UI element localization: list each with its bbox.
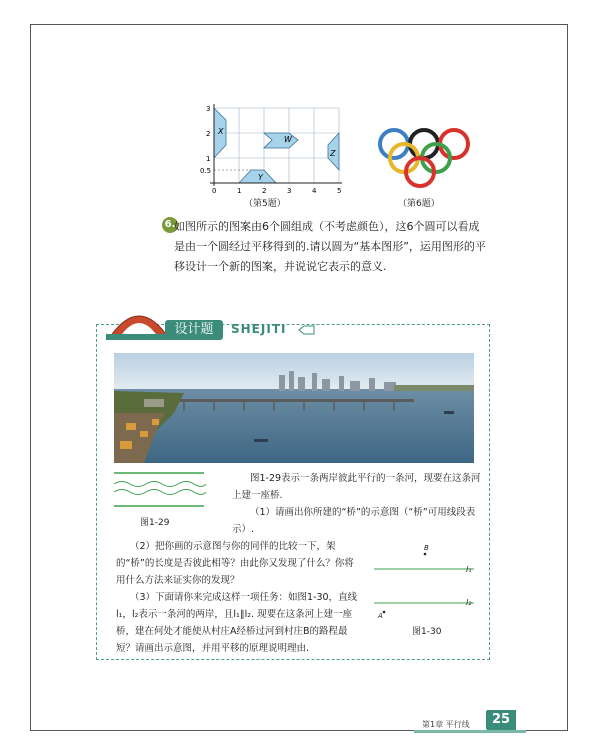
x-tick-4: 4	[312, 187, 317, 195]
figure-6-rings	[374, 124, 476, 192]
question-6-icon: 6.	[162, 217, 178, 233]
figure-5-caption: （第5题）	[244, 199, 286, 209]
point-a-label: A	[378, 612, 383, 620]
x-tick-2: 2	[262, 187, 267, 195]
line-l1-label: l₁	[466, 565, 472, 574]
pencil-icon	[298, 324, 316, 336]
chapter-label: 第1章 平行线	[422, 720, 470, 729]
label-y: Y	[258, 173, 263, 182]
paragraph-q1: （1）请画出你所建的“桥”的示意图（“桥”可用线段表示）.	[232, 507, 476, 535]
y-tick-2: 2	[206, 130, 211, 138]
label-w: W	[284, 135, 292, 144]
y-tick-1: 1	[206, 155, 211, 163]
figure-1-30	[370, 540, 482, 620]
shape-w	[264, 133, 298, 148]
project-badge: PROJECT	[116, 302, 162, 311]
x-tick-3: 3	[287, 187, 292, 195]
x-tick-1: 1	[237, 187, 242, 195]
project-title: 设计题	[165, 320, 223, 340]
project-subtitle: SHEJITI	[231, 322, 287, 336]
line-l2-label: l₂	[466, 598, 472, 607]
figure-1-29	[112, 470, 206, 510]
figure-1-29-caption: 图1-29	[140, 518, 170, 528]
y-tick-3: 3	[206, 105, 211, 113]
paragraph-intro: 图1-29表示一条两岸彼此平行的一条河，现要在这条河上建一座桥.	[232, 473, 481, 501]
figure-5-grid	[196, 100, 346, 196]
paragraph-q3: （3）下面请你来完成这样一项任务：如图1-30，直线l₁，l₂表示一条河的两岸，且l₁∥l₂. 现要在这条河上建一座桥，建在何处才能使从村庄A经桥过河到村庄B的路程最短？请画出示意图，并用平移的原理说明理由.	[116, 592, 358, 654]
x-tick-0: 0	[212, 187, 217, 195]
label-z: Z	[330, 149, 336, 158]
figure-1-30-caption: 图1-30	[412, 627, 442, 637]
footer-bar	[414, 730, 526, 733]
y-tick-05: 0.5	[200, 167, 212, 175]
figure-6-caption: （第6题）	[398, 199, 440, 209]
x-tick-5: 5	[337, 187, 342, 195]
page-number: 25	[486, 710, 516, 730]
point-b-label: B	[424, 544, 429, 552]
question-6-text: 如图所示的图案由6个圆组成（不考虑颜色），这6个圆可以看成是由一个圆经过平移得到的.请以圆为“基本图形”，运用图形的平移设计一个新的图案，并说说它表示的意义.	[174, 220, 486, 273]
paragraph-q2: （2）把你画的示意图与你的同伴的比较一下，架的“桥”的长度是否彼此相等？由此你又发现了什么？你将用什么方法来证实你的发现？	[116, 541, 354, 586]
river-bridge-photo	[114, 353, 474, 463]
label-x: X	[218, 127, 224, 136]
